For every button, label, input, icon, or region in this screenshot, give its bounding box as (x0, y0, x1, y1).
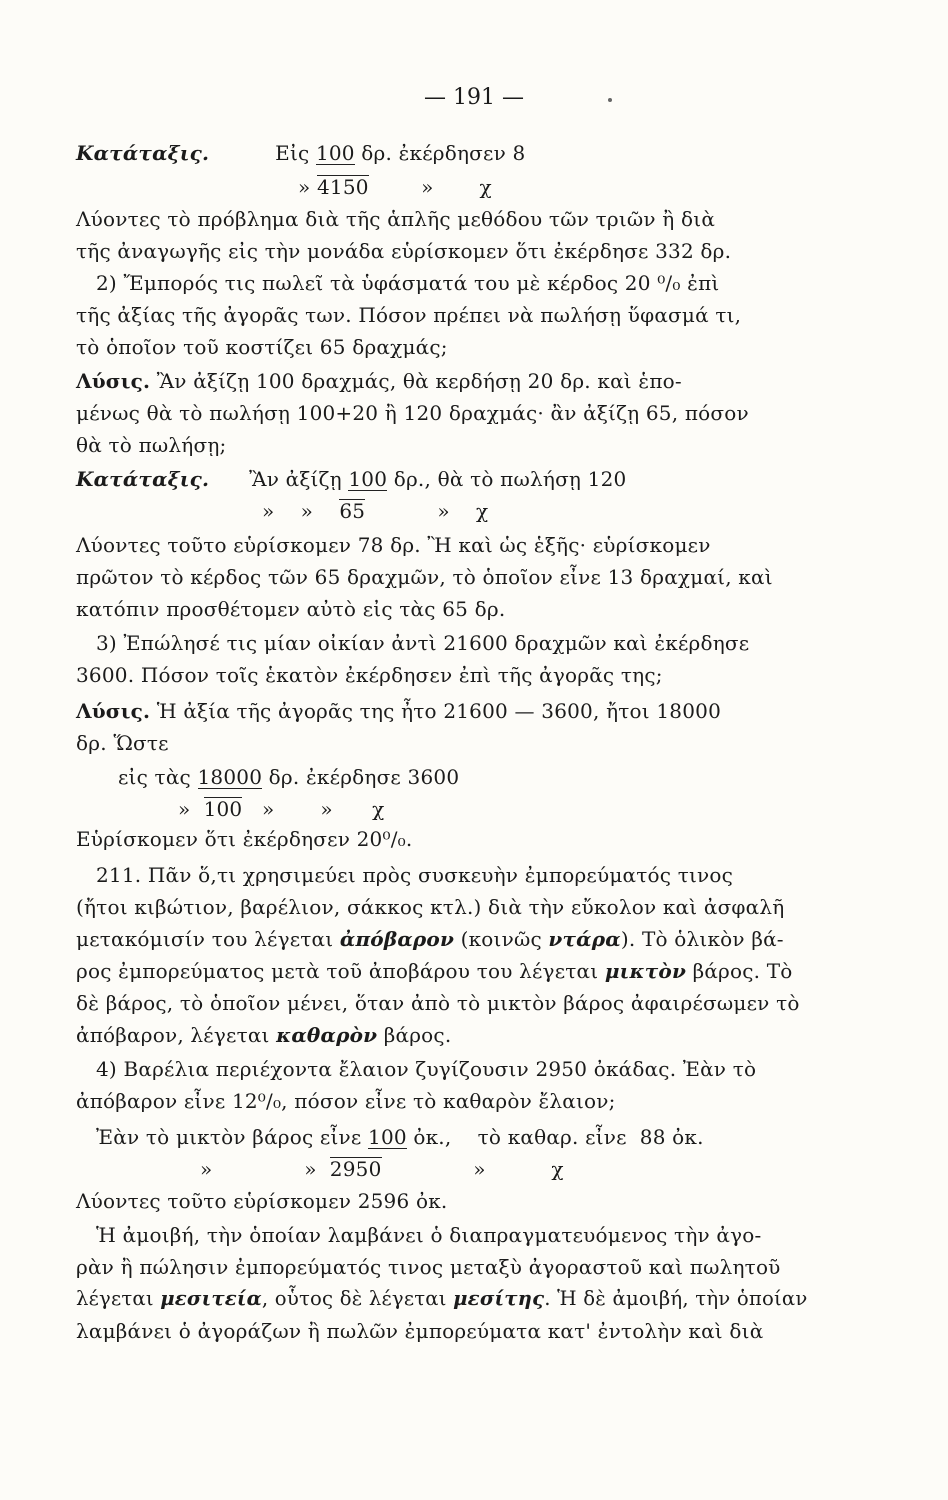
text-line: δρ. Ὥστε (76, 731, 169, 755)
term-gross: μικτὸν (604, 959, 687, 983)
classification-heading: Κατάταξις. (76, 467, 210, 491)
definition-line: μετακόμισίν του λέγεται ἀπόβαρον (κοινῶς ντάρα). Τὸ ὁλικὸν βά- (76, 927, 784, 951)
text-line: πρῶτον τὸ κέρδος τῶν 65 δραχμῶν, τὸ ὁποῖον εἶνε 13 δραχμαί, καὶ (76, 565, 773, 589)
proportion-value: 100 (315, 141, 355, 165)
proportion-line: » 4150 » χ (298, 175, 492, 199)
text-line: ρὰν ἢ πώλησιν ἐμπορεύματός τινος μεταξὺ ἀγοραστοῦ καὶ πωλητοῦ (76, 1255, 781, 1279)
text-line: τῆς ἀναγωγῆς εἰς τὴν μονάδα εὑρίσκομεν ὅτι ἐκέρδησε 332 δρ. (76, 239, 732, 263)
classification-line-2: Κατάταξις. Ἂν ἀξίζῃ 100 δρ., θὰ τὸ πωλήσῃ 120 (76, 467, 627, 491)
section-211-line: 211. Πᾶν ὅ,τι χρησιμεύει πρὸς συσκευὴν ἐμπορεύματός τινος (96, 863, 733, 887)
text-line: θὰ τὸ πωλήσῃ; (76, 433, 227, 457)
term-tare: ἀπόβαρον (339, 927, 455, 951)
solution-heading: Λύσις. (76, 699, 151, 723)
proportion-value: 100 (203, 797, 243, 821)
term-ntara: ντάρα (548, 927, 621, 951)
text-line: Ἡ ἀμοιβή, τὴν ὁποίαν λαμβάνει ὁ διαπραγματευόμενος τὴν ἀγο- (96, 1223, 762, 1247)
definition-line: λέγεται μεσιτεία, οὗτος δὲ λέγεται μεσίτης. Ἡ δὲ ἀμοιβή, τὴν ὁποίαν (76, 1287, 808, 1310)
classification-line-1: Κατάταξις. Εἰς 100 δρ. ἐκέρδησεν 8 (76, 141, 526, 165)
text-line: 3600. Πόσον τοῖς ἑκατὸν ἐκέρδησεν ἐπὶ τῆς ἀγορᾶς της; (76, 663, 663, 687)
print-speck (608, 98, 612, 102)
text-line: (ἤτοι κιβώτιον, βαρέλιον, σάκκος κτλ.) διὰ τὴν εὔκολον καὶ ἀσφαλῆ (76, 895, 785, 919)
proportion-value: 65 (339, 499, 366, 523)
text-line: λαμβάνει ὁ ἀγοράζων ἢ πωλῶν ἐμπορεύματα κατ' ἐντολὴν καὶ διὰ (76, 1319, 764, 1343)
proportion-value: 2950 (329, 1157, 382, 1181)
solution-line: Λύσις. Ἂν ἀξίζῃ 100 δραχμάς, θὰ κερδήσῃ 20 δρ. καὶ ἑπο- (76, 369, 682, 393)
proportion-line: » » 65 » χ (262, 499, 489, 523)
proportion-line: » » 2950 » χ (200, 1157, 564, 1181)
problem-3-line: 3) Ἐπώλησέ τις μίαν οἰκίαν ἀντὶ 21600 δραχμῶν καὶ ἐκέρδησε (96, 631, 750, 655)
proportion-line: » 100 » » χ (178, 797, 385, 821)
definition-line: ρος ἐμπορεύματος μετὰ τοῦ ἀποβάρου του λέγεται μικτὸν βάρος. Τὸ (76, 959, 793, 983)
term-net: καθαρὸν (276, 1023, 378, 1047)
text-line: τὸ ὁποῖον τοῦ κοστίζει 65 δραχμάς; (76, 335, 448, 359)
solution-heading: Λύσις. (76, 369, 151, 393)
text-line: Λύοντες τοῦτο εὑρίσκομεν 78 δρ. Ἢ καὶ ὡς ἑξῆς· εὑρίσκομεν (76, 533, 711, 557)
definition-line: ἀπόβαρον, λέγεται καθαρὸν βάρος. (76, 1023, 452, 1047)
classification-heading: Κατάταξις. (76, 141, 210, 165)
proportion-value: 4150 (317, 175, 369, 199)
text-line: Λύοντες τὸ πρόβλημα διὰ τῆς ἁπλῆς μεθόδου τῶν τριῶν ἢ διὰ (76, 207, 716, 231)
proportion-line: εἰς τὰς 18000 δρ. ἐκέρδησε 3600 (118, 765, 460, 789)
term-broker: μεσίτης (453, 1287, 545, 1310)
page-number: — 191 — (424, 85, 524, 110)
text-line: κατόπιν προσθέτομεν αὐτὸ εἰς τὰς 65 δρ. (76, 597, 506, 621)
proportion-value: 18000 (197, 765, 263, 789)
term-brokerage: μεσιτεία (160, 1287, 262, 1310)
solution-line: Λύσις. Ἡ ἀξία τῆς ἀγορᾶς της ἦτο 21600 — 3600, ἤτοι 18000 (76, 699, 721, 723)
text-line: μένως θὰ τὸ πωλήσῃ 100+20 ἢ 120 δραχμάς· ἂν ἀξίζῃ 65, πόσον (76, 401, 749, 425)
proportion-line: Ἐὰν τὸ μικτὸν βάρος εἶνε 100 ὀκ., τὸ καθαρ. εἶνε 88 ὀκ. (96, 1125, 704, 1149)
text-line: ἀπόβαρον εἶνε 12⁰/₀, πόσον εἶνε τὸ καθαρὸν ἔλαιον; (76, 1089, 616, 1113)
text-line: Εὑρίσκομεν ὅτι ἐκέρδησεν 20⁰/₀. (76, 827, 413, 851)
text-line: τῆς ἀξίας τῆς ἀγορᾶς των. Πόσον πρέπει νὰ πωλήσῃ ὕφασμά τι, (76, 303, 742, 327)
problem-2-line: 2) Ἔμπορός τις πωλεῖ τὰ ὑφάσματά του μὲ κέρδος 20 ⁰/₀ ἐπὶ (96, 271, 720, 295)
proportion-value: 100 (368, 1125, 407, 1149)
text-line: δὲ βάρος, τὸ ὁποῖον μένει, ὅταν ἀπὸ τὸ μικτὸν βάρος ἀφαιρέσωμεν τὸ (76, 991, 800, 1015)
proportion-value: 100 (348, 467, 388, 491)
text-line: Λύοντες τοῦτο εὑρίσκομεν 2596 ὀκ. (76, 1189, 448, 1213)
problem-4-line: 4) Βαρέλια περιέχοντα ἔλαιον ζυγίζουσιν 2950 ὀκάδας. Ἐὰν τὸ (96, 1057, 757, 1081)
